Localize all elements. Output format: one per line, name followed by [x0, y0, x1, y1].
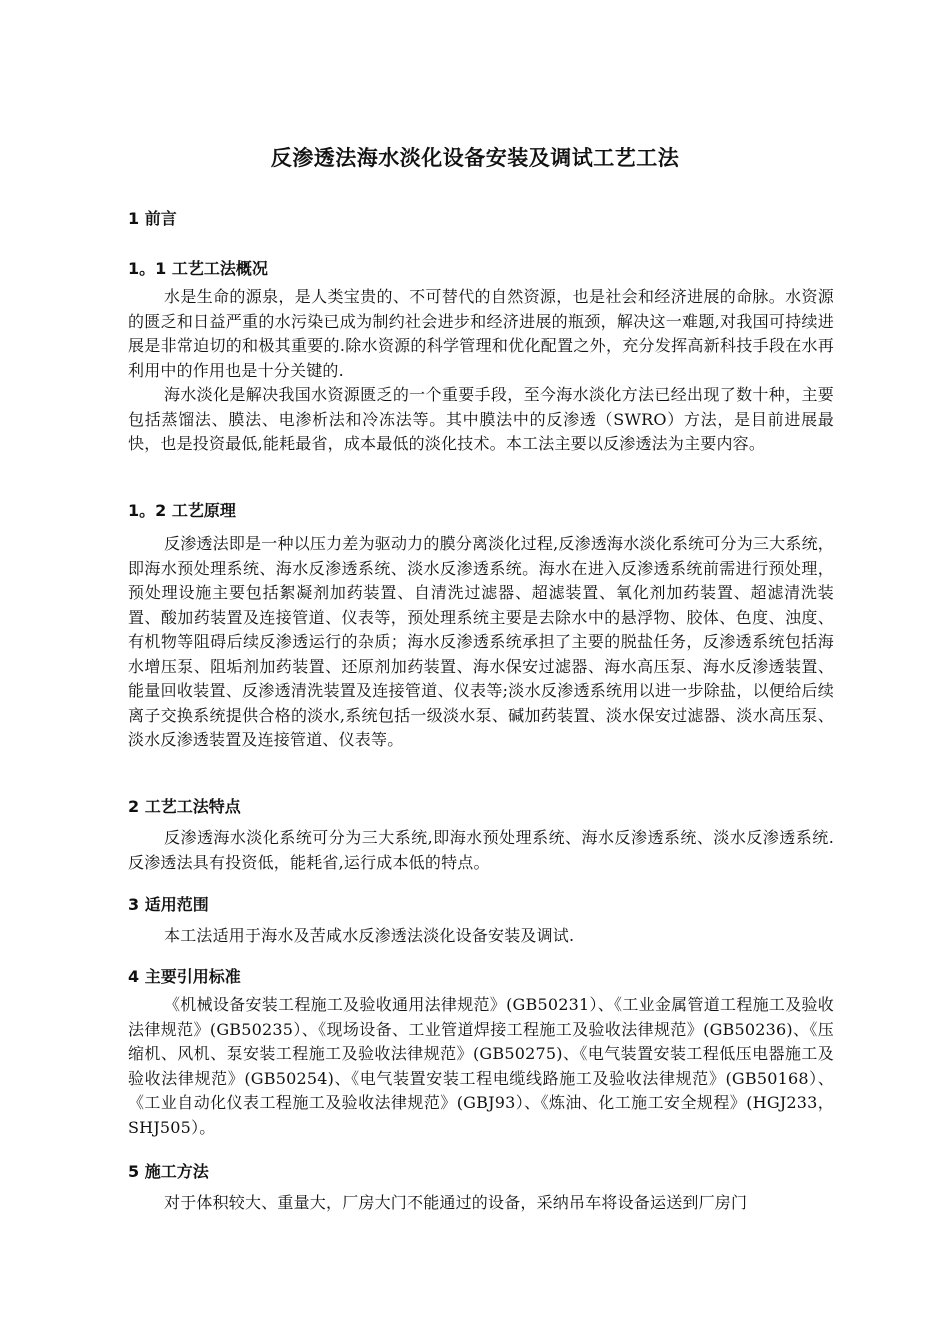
- paragraph-method: 对于体积较大、重量大，厂房大门不能通过的设备，采纳吊车将设备运送到厂房门: [164, 1193, 748, 1212]
- paragraph-overview-2: 海水淡化是解决我国水资源匮乏的一个重要手段，至今海水淡化方法已经出现了数十种，主要包括蒸馏法、膜法、电渗析法和冷冻法等。其中膜法中的反渗透（SWRO）方法，是目前进展最快，也是投资最低,能耗最省，成本最低的淡化技术。本工法主要以反渗透法为主要内容。: [128, 385, 834, 453]
- section-heading-features: 2 工艺工法特点: [128, 797, 241, 816]
- section-heading-principle: 1。2 工艺原理: [128, 501, 236, 520]
- paragraph-principle: 反渗透法即是一种以压力差为驱动力的膜分离淡化过程,反渗透海水淡化系统可分为三大系统，即海水预处理系统、海水反渗透系统、淡水反渗透系统。海水在进入反渗透系统前需进行预处理，预处理设施主要包括絮凝剂加药装置、自清洗过滤器、超滤装置、氧化剂加药装置、超滤清洗装置、酸加药装置及连接管道、仪表等，预处理系统主要是去除水中的悬浮物、胶体、色度、浊度、有机物等阻碍后续反渗透运行的杂质；海水反渗透系统承担了主要的脱盐任务，反渗透系统包括海水增压泵、阻垢剂加药装置、还原剂加药装置、海水保安过滤器、海水高压泵、海水反渗透装置、能量回收装置、反渗透清洗装置及连接管道、仪表等;淡水反渗透系统用以进一步除盐，以便给后续离子交换系统提供合格的淡水,系统包括一级淡水泵、碱加药装置、淡水保安过滤器、淡水高压泵、淡水反渗透装置及连接管道、仪表等。: [128, 534, 834, 749]
- section-heading-scope: 3 适用范围: [128, 895, 209, 914]
- section-heading-overview: 1。1 工艺工法概况: [128, 259, 268, 278]
- document-title: 反渗透法海水淡化设备安装及调试工艺工法: [270, 146, 680, 170]
- section-heading-standards: 4 主要引用标准: [128, 967, 241, 986]
- section-heading-foreword: 1 前言: [128, 209, 177, 228]
- section-heading-method: 5 施工方法: [128, 1162, 209, 1181]
- paragraph-overview-1: 水是生命的源泉，是人类宝贵的、不可替代的自然资源，也是社会和经济进展的命脉。水资源的匮乏和日益严重的水污染已成为制约社会进步和经济进展的瓶颈，解决这一难题,对我国可持续进展是非常迫切的和极其重要的.除水资源的科学管理和优化配置之外，充分发挥高新科技手段在水再利用中的作用也是十分关键的.: [128, 287, 834, 380]
- paragraph-standards: 《机械设备安装工程施工及验收通用法律规范》(GB50231）、《工业金属管道工程施工及验收法律规范》(GB50235）、《现场设备、工业管道焊接工程施工及验收法律规范》(GB50236)、《压缩机、风机、泵安装工程施工及验收法律规范》(GB50275)、《电气装置安装工程低压电器施工及验收法律规范》(GB50254)、《电气装置安装工程电缆线路施工及验收法律规范》(GB50168）、《工业自动化仪表工程施工及验收法律规范》(GBJ93）、《炼油、化工施工安全规程》(HGJ233，SHJ505）。: [128, 995, 834, 1137]
- paragraph-features: 反渗透海水淡化系统可分为三大系统,即海水预处理系统、海水反渗透系统、淡水反渗透系统.反渗透法具有投资低，能耗省,运行成本低的特点。: [128, 828, 834, 872]
- paragraph-scope: 本工法适用于海水及苦咸水反渗透法淡化设备安装及调试.: [164, 926, 575, 945]
